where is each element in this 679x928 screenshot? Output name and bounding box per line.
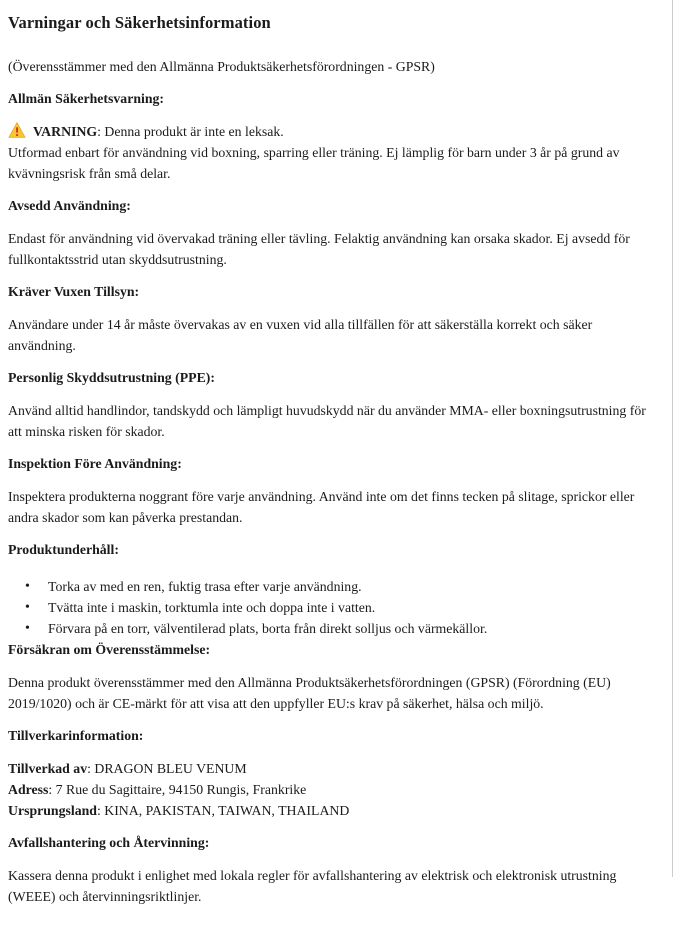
intended-use-paragraph: Endast för användning vid övervakad träning eller tävling. Felaktig användning kan orsaka skador. Ej avsedd för fullkontaktsstrid utan skyddsutrustning. [8, 231, 630, 267]
conformity-paragraph: Denna produkt överensstämmer med den Allmänna Produktsäkerhetsförordningen (GPSR) (Förordning (EU) 2019/1020) och är CE-märkt för att visa att den uppfyller EU:s krav på säkerhet, hälsa och miljö. [8, 675, 611, 711]
maintenance-item: • Tvätta inte i maskin, torktumla inte och doppa inte i vatten. [8, 597, 659, 618]
maintenance-list [8, 576, 659, 639]
section-heading-maintenance: Produktunderhåll: [8, 542, 119, 557]
origin-label: Ursprungsland [8, 803, 97, 818]
address-value: : 7 Rue du Sagittaire, 94150 Rungis, Frankrike [48, 782, 307, 797]
maintenance-item: • Torka av med en ren, fuktig trasa efter varje användning. [8, 576, 659, 597]
made-by-label: Tillverkad av [8, 761, 88, 776]
section-heading-adult-supervision: Kräver Vuxen Tillsyn: [8, 284, 140, 299]
section-heading-manufacturer: Tillverkarinformation: [8, 728, 144, 743]
manufacturer-address [8, 779, 659, 800]
adult-supervision-paragraph: Användare under 14 år måste övervakas av en vuxen vid alla tillfällen för att säkerställa korrekt och säker användning. [8, 317, 593, 353]
section-heading-waste: Avfallshantering och Återvinning: [8, 835, 210, 850]
waste-paragraph: Kassera denna produkt i enlighet med lokala regler för avfallshantering av elektrisk och elektronisk utrustning (WEEE) och återvinningsriktlinjer. [8, 868, 617, 904]
warning-body-text: Utformad enbart för användning vid boxning, sparring eller träning. Ej lämplig för barn under 3 år på grund av kvävningsrisk från små delar. [8, 145, 620, 181]
maintenance-item: • Förvara på en torr, välventilerad plats, borta från direkt solljus och värmekällor. [8, 618, 659, 639]
ppe-paragraph: Använd alltid handlindor, tandskydd och lämpligt huvudskydd när du använder MMA- eller boxningsutrustning för att minska risken för skador. [8, 403, 646, 439]
manufacturer-origin [8, 800, 659, 821]
section-heading-conformity: Försäkran om Överensstämmelse: [8, 642, 211, 657]
warning-triangle-icon [8, 122, 26, 138]
warning-sentence: : Denna produkt är inte en leksak. [97, 124, 284, 139]
warning-label: VARNING [33, 124, 98, 139]
page-right-edge-line [672, 0, 673, 877]
general-warning-paragraph [8, 121, 659, 184]
address-label: Adress [8, 782, 49, 797]
made-by-value: : DRAGON BLEU VENUM [87, 761, 247, 776]
inspection-paragraph: Inspektera produkterna noggrant före varje användning. Använd inte om det finns tecken på slitage, sprickor eller andra skador som kan påverka prestandan. [8, 489, 635, 525]
warning-line [8, 121, 659, 142]
section-heading-ppe: Personlig Skyddsutrustning (PPE): [8, 370, 215, 385]
section-heading-intended-use: Avsedd Användning: [8, 198, 131, 213]
origin-value: : KINA, PAKISTAN, TAIWAN, THAILAND [96, 803, 350, 818]
page-title: Varningar och Säkerhetsinformation [8, 13, 271, 32]
section-heading-general-warning: Allmän Säkerhetsvarning: [8, 91, 164, 106]
section-heading-inspection: Inspektion Före Användning: [8, 456, 182, 471]
manufacturer-made-by [8, 758, 659, 779]
compliance-note: (Överensstämmer med den Allmänna Produktsäkerhetsförordningen - GPSR) [8, 59, 435, 74]
manufacturer-details [8, 758, 659, 821]
